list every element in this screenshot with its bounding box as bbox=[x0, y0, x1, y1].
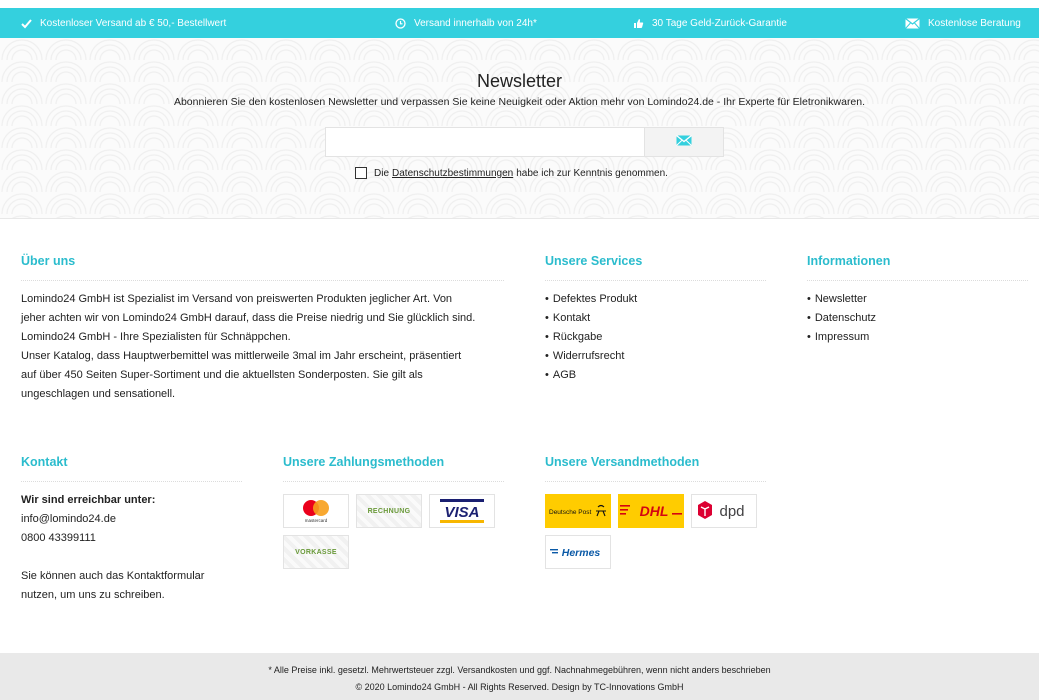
divider bbox=[807, 280, 1028, 281]
services-link-agb[interactable]: • AGB bbox=[545, 366, 637, 385]
services-link-defektes-produkt[interactable]: • Defektes Produkt bbox=[545, 290, 637, 309]
payment-heading: Unsere Zahlungsmethoden bbox=[283, 455, 445, 469]
usp-item-free-consulting bbox=[905, 8, 1021, 38]
divider bbox=[21, 280, 504, 281]
about-line: auf über 450 Seiten Super-Sortiment und die aktuellsten Sonderposten. Sie gilt als bbox=[21, 369, 423, 381]
visa-text: VISA bbox=[444, 504, 480, 521]
contact-phone[interactable]: 0800 43399111 bbox=[21, 532, 96, 544]
contact-note: Sie können auch das Kontaktformular bbox=[21, 570, 205, 582]
about-line: Lomindo24 GmbH - Ihre Spezialisten für Schnäppchen. bbox=[21, 331, 291, 343]
newsletter-email-input[interactable] bbox=[325, 127, 645, 157]
info-link-datenschutz[interactable]: • Datenschutz bbox=[807, 309, 876, 328]
usp-bar bbox=[0, 8, 1039, 38]
dpd-logo bbox=[691, 494, 757, 528]
contact-note: nutzen, um uns zu schreiben. bbox=[21, 589, 165, 601]
services-link-widerrufsrecht[interactable]: • Widerrufsrecht bbox=[545, 347, 637, 366]
usp-label: 30 Tage Geld-Zurück-Garantie bbox=[652, 17, 787, 29]
deutsche-post-logo bbox=[545, 494, 611, 528]
about-heading: Über uns bbox=[21, 254, 76, 268]
privacy-policy-link[interactable]: Datenschutzbestimmungen bbox=[392, 167, 514, 179]
visa-logo bbox=[429, 494, 495, 528]
about-line: ungeschlagen und sensationell. bbox=[21, 388, 176, 400]
divider bbox=[545, 481, 766, 482]
price-disclaimer: * Alle Preise inkl. gesetzl. Mehrwertsteuer zzgl. Versandkosten und ggf. Nachnahmegebühren, wenn nicht anders beschrieben bbox=[268, 665, 771, 675]
clock-icon bbox=[395, 18, 406, 29]
privacy-consent bbox=[355, 167, 668, 179]
services-heading: Unsere Services bbox=[545, 254, 643, 268]
footer-bottom-bar bbox=[0, 653, 1039, 700]
services-link-rueckgabe[interactable]: • Rückgabe bbox=[545, 328, 637, 347]
envelope-icon bbox=[676, 135, 692, 149]
dhl-text: DHL bbox=[639, 503, 669, 519]
dhl-logo bbox=[618, 494, 684, 528]
deutsche-post-text: Deutsche Post bbox=[549, 509, 592, 516]
usp-label: Kostenloser Versand ab € 50,- Bestellwert bbox=[40, 17, 227, 29]
usp-item-money-back bbox=[633, 8, 787, 38]
vorkasse-text: VORKASSE bbox=[295, 548, 337, 556]
info-link-newsletter[interactable]: • Newsletter bbox=[807, 290, 876, 309]
shipping-heading: Unsere Versandmethoden bbox=[545, 455, 700, 469]
contact-email[interactable]: info@lomindo24.de bbox=[21, 513, 116, 525]
usp-label: Kostenlose Beratung bbox=[928, 17, 1021, 29]
about-line: jeher achten wir von Lomindo24 GmbH darauf, dass die Preise niedrig und Sie glücklich sind. bbox=[21, 312, 476, 324]
dpd-text: dpd bbox=[719, 503, 745, 520]
divider bbox=[545, 280, 766, 281]
privacy-consent-checkbox[interactable] bbox=[355, 167, 367, 179]
divider bbox=[283, 481, 504, 482]
hermes-logo bbox=[545, 535, 611, 569]
checkmark-icon bbox=[21, 18, 32, 29]
info-heading: Informationen bbox=[807, 254, 891, 268]
info-list bbox=[807, 290, 876, 347]
usp-item-free-shipping bbox=[21, 8, 226, 38]
info-link-impressum[interactable]: • Impressum bbox=[807, 328, 876, 347]
contact-reach-label: Wir sind erreichbar unter: bbox=[21, 494, 156, 506]
newsletter-title: Newsletter bbox=[476, 71, 563, 91]
contact-block bbox=[21, 491, 241, 605]
contact-heading: Kontakt bbox=[21, 455, 68, 469]
hermes-text: Hermes bbox=[561, 547, 601, 559]
envelope-icon bbox=[905, 18, 920, 29]
rechnung-text: RECHNUNG bbox=[367, 507, 411, 515]
thumbs-up-icon bbox=[633, 18, 644, 29]
copyright: © 2020 Lomindo24 GmbH - All Rights Reserved. Design by TC-Innovations GmbH bbox=[355, 682, 684, 692]
divider bbox=[21, 481, 242, 482]
about-line: Unser Katalog, dass Hauptwerbemittel was mittlerweile 3mal im Jahr erscheint, präsentiert bbox=[21, 350, 462, 362]
usp-label: Versand innerhalb von 24h* bbox=[414, 17, 537, 29]
consent-prefix: Die bbox=[374, 167, 390, 179]
vorkasse-logo bbox=[283, 535, 349, 569]
mastercard-logo bbox=[283, 494, 349, 528]
rechnung-logo bbox=[356, 494, 422, 528]
services-list bbox=[545, 290, 637, 385]
about-text bbox=[21, 290, 511, 404]
services-link-kontakt[interactable]: • Kontakt bbox=[545, 309, 637, 328]
consent-suffix: habe ich zur Kenntnis genommen. bbox=[516, 167, 668, 179]
newsletter-subtitle: Abonnieren Sie den kostenlosen Newsletter und verpassen Sie keine Neuigkeit oder Aktion mehr von Lomindo24.de - Ihr Experte für Eletronikwaren. bbox=[173, 96, 866, 108]
mastercard-text: mastercard bbox=[304, 518, 328, 523]
usp-item-shipping-24h bbox=[395, 8, 537, 38]
newsletter-section bbox=[0, 38, 1039, 219]
about-line: Lomindo24 GmbH ist Spezialist im Versand von preiswerten Produkten jeglicher Art. Von bbox=[21, 293, 453, 305]
newsletter-submit-button[interactable] bbox=[644, 127, 724, 157]
